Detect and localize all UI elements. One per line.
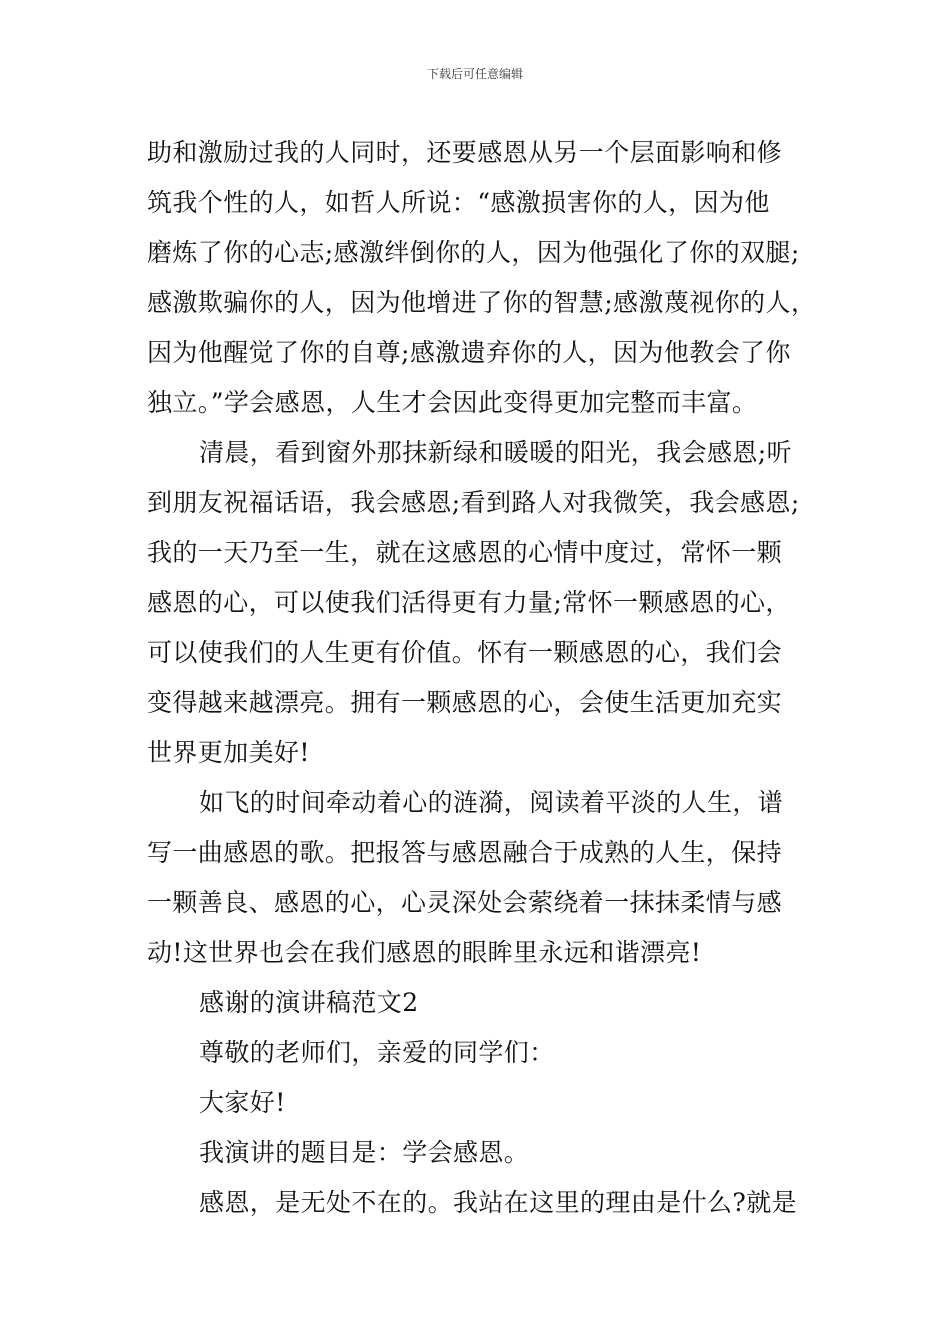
- text-line: 大家好!: [199, 1088, 286, 1117]
- text-line: 感激欺骗你的人，因为他增进了你的智慧;感激蔑视你的人，: [147, 288, 817, 317]
- text-line: 独立。”学会感恩，人生才会因此变得更加完整而丰富。: [147, 388, 758, 417]
- text-line: 磨炼了你的心志;感激绊倒你的人，因为他强化了你的双腿;: [147, 238, 800, 267]
- text-line: 动!这世界也会在我们感恩的眼眸里永远和谐漂亮!: [147, 938, 702, 967]
- text-line: 感恩，是无处不在的。我站在这里的理由是什么?就是: [199, 1188, 798, 1217]
- text-line: 我演讲的题目是：学会感恩。: [199, 1138, 530, 1167]
- page-header: 下载后可任意编辑: [426, 67, 523, 81]
- text-line: 助和激励过我的人同时，还要感恩从另一个层面影响和修: [147, 138, 783, 167]
- text-line: 变得越来越漂亮。拥有一颗感恩的心，会使生活更加充实: [147, 688, 783, 717]
- text-line: 感谢的演讲稿范文2: [199, 988, 419, 1017]
- text-line: 清晨，看到窗外那抹新绿和暖暖的阳光，我会感恩;听: [199, 438, 793, 467]
- text-line: 世界更加美好!: [147, 738, 310, 767]
- text-line: 如飞的时间牵动着心的涟漪，阅读着平淡的人生，谱: [199, 788, 784, 817]
- text-line: 我的一天乃至一生，就在这感恩的心情中度过，常怀一颗: [147, 538, 783, 567]
- document-body: [147, 128, 819, 1228]
- text-line: 写一曲感恩的歌。把报答与感恩融合于成熟的人生，保持: [147, 838, 783, 867]
- text-line: 感恩的心，可以使我们活得更有力量;常怀一颗感恩的心，: [147, 588, 791, 617]
- text-line: 尊敬的老师们，亲爱的同学们：: [199, 1038, 555, 1067]
- text-line: 一颗善良、感恩的心，心灵深处会萦绕着一抹抹柔情与感: [147, 888, 783, 917]
- text-line: 因为他醒觉了你的自尊;感激遗弃你的人，因为他教会了你: [147, 338, 791, 367]
- text-line: 筑我个性的人，如哲人所说：“感激损害你的人，因为他: [147, 188, 770, 217]
- text-line: 可以使我们的人生更有价值。怀有一颗感恩的心，我们会: [147, 638, 783, 667]
- text-line: 到朋友祝福话语，我会感恩;看到路人对我微笑，我会感恩;: [147, 488, 800, 517]
